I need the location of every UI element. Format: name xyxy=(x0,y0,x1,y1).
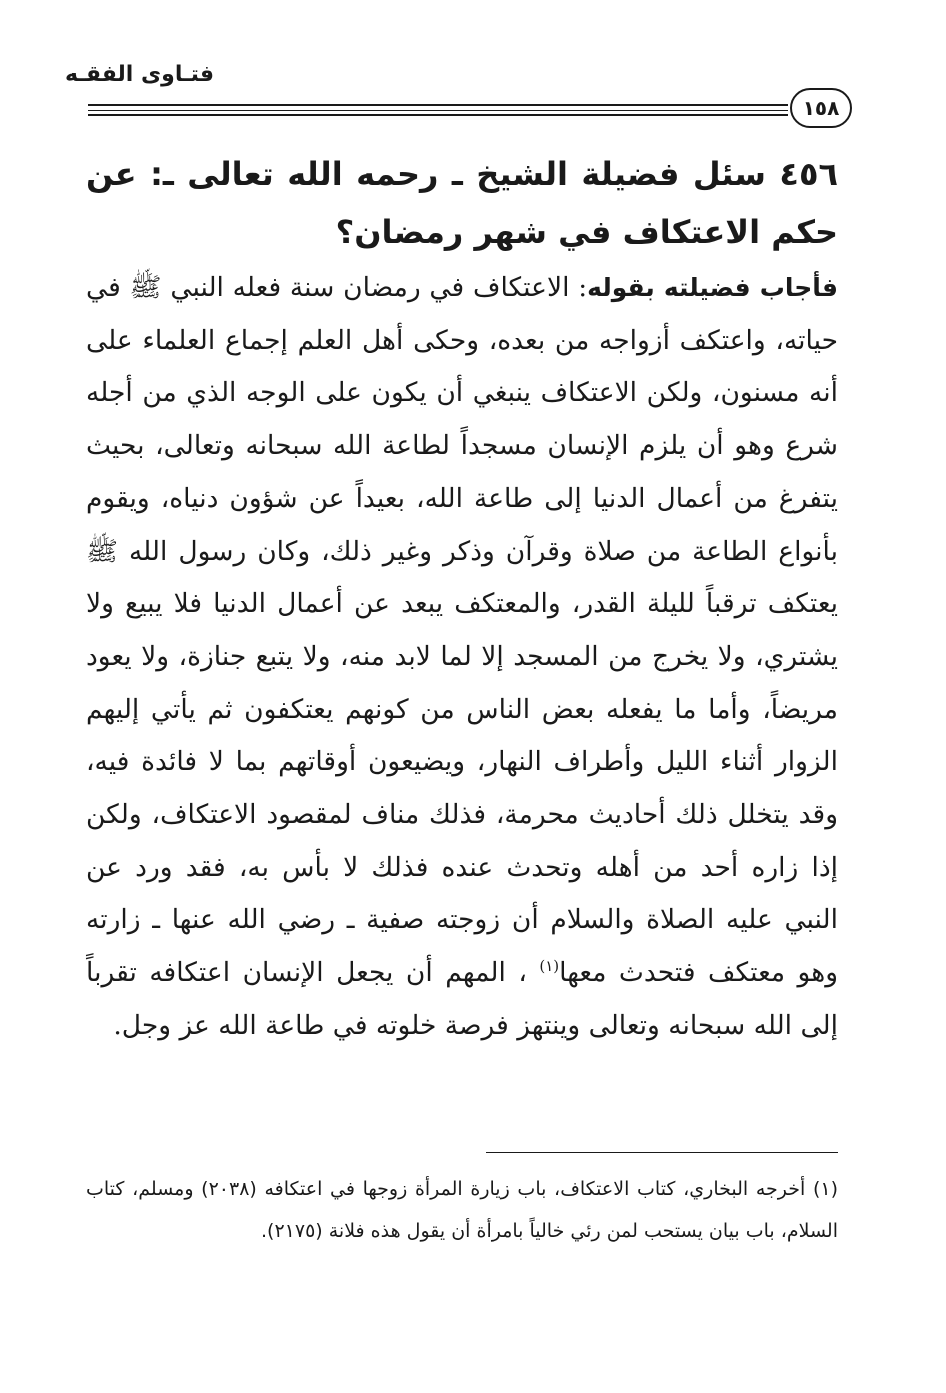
answer-text: : الاعتكاف في رمضان سنة فعله النبي ﷺ في حياته، واعتكف أزواجه من بعده، وحكى أهل العلم إجماع العلماء على أنه مسنون، ولكن الاعتكاف ينبغي أن يكون على الوجه الذي من أجله شرع وهو أن يلزم الإنسان مسجداً لطاعة الله سبحانه وتعالى، بحيث يتفرغ من أعمال الدنيا إلى طاعة الله، بعيداً عن شؤون دنياه، ويقوم بأنواع الطاعة من صلاة وقرآن وذكر وغير ذلك، وكان رسول الله ﷺ يعتكف ترقباً لليلة القدر، والمعتكف يبعد عن أعمال الدنيا فلا يبيع ولا يشتري، ولا يخرج من المسجد إلا لما لابد منه، ولا يتبع جنازة، ولا يعود مريضاً، وأما ما يفعله بعض الناس من كونهم يعتكفون ثم يأتي إليهم الزوار أثناء الليل وأطراف النهار، ويضيعون أوقاتهم بما لا فائدة فيه، وقد يتخلل ذلك أحاديث محرمة، فذلك مناف لمقصود الاعتكاف، ولكن إذا زاره أحد من أهله وتحدث عنده فذلك لا بأس به، فقد ورد عن النبي عليه الصلاة والسلام أن زوجته صفية ـ رضي الله عنها ـ زارته وهو معتكف فتحدث معها xyxy=(86,272,838,989)
header-rule xyxy=(88,110,788,111)
footnote-text: (١) أخرجه البخاري، كتاب الاعتكاف، باب زيارة المرأة زوجها في اعتكافه (٢٠٣٨) ومسلم، كتاب السلام، باب بيان يستحب لمن رئي خالياً بامرأة أن يقول هذه فلانة (٢١٧٥). xyxy=(86,1178,838,1242)
page-number: ١٥٨ xyxy=(790,88,852,128)
header-rule xyxy=(88,114,788,116)
question-heading: ٤٥٦ سئل فضيلة الشيخ ـ رحمه الله تعالى ـ: عن حكم الاعتكاف في شهر رمضان؟ xyxy=(86,155,838,251)
answer-lead: فأجاب فضيلته بقوله xyxy=(587,273,838,302)
footnote-reference[interactable]: (١) xyxy=(539,957,560,976)
header-rule xyxy=(88,104,788,106)
footnote-rule xyxy=(486,1152,838,1153)
answer-body xyxy=(86,262,838,1053)
answer-text-continued: ، المهم أن يجعل الإنسان اعتكافه تقرباً إلى الله سبحانه وتعالى وينتهز فرصة خلوته في طاعة الله عز وجل. xyxy=(86,957,838,1041)
running-header-title: فتـاوى الفقـه xyxy=(65,62,214,87)
